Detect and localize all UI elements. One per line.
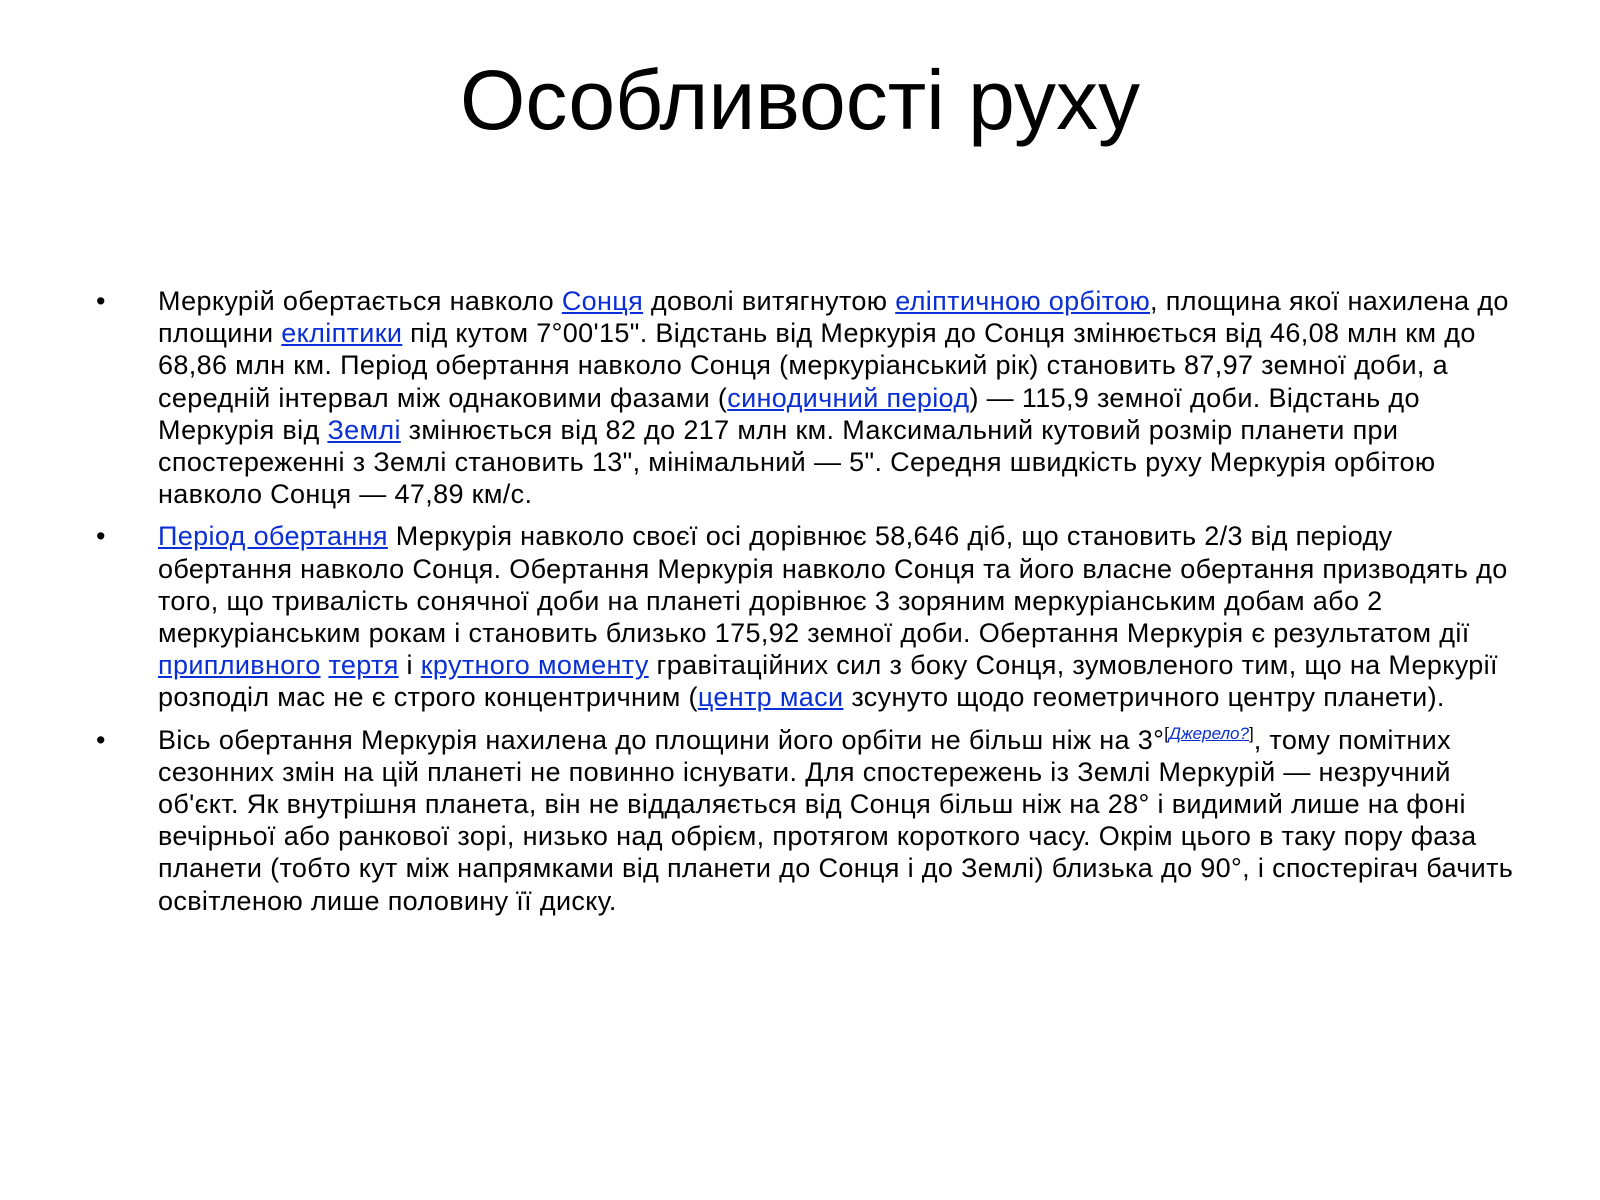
text-segment: , тому помітних сезонних змін на цій планеті не повинно існувати. Для спостережень із Землі Меркурій — незручний об'єкт. Як внутрішня планета, він не віддаляється від Сонця більш ніж на 28° і видимий лише на фоні вечірньої або ранкової зорі, низько над обрієм, протягом короткого часу. Окрім цього в таку пору фаза планети (тобто кут між напрямками від планети до Сонця і до Землі) близька до 90°, і спостерігач бачить освітленою лише половину її диску. [158, 724, 1514, 916]
link-elliptic-orbit[interactable]: еліптичною орбітою [895, 286, 1151, 316]
link-earth[interactable]: Землі [327, 414, 401, 445]
citation-needed: [Джерело?] [1164, 723, 1254, 743]
link-sun[interactable]: Сонця [561, 286, 644, 316]
link-synodic-period[interactable]: синодичний період [727, 382, 970, 413]
link-rotation-period[interactable]: Період обертання [158, 521, 388, 552]
bullet-item-axis [96, 724, 1516, 917]
text-segment: змінюється від 82 до 217 млн км. Максимальний кутовий розмір планети при спостереженні з Землі становить 13", мінімальний — 5". Середня швидкість руху Меркурія орбітою навколо Сонця — 47,89 км/с. [158, 414, 1436, 510]
bullet-item-orbit [96, 285, 1516, 510]
slide-title: Особливості руху [460, 53, 1140, 147]
link-tidal[interactable]: припливного [158, 650, 321, 681]
bullet-marker: • [96, 724, 106, 755]
text-segment: Меркурій обертається навколо [158, 286, 562, 316]
bullet-text [158, 725, 1513, 916]
bullet-list [96, 285, 1516, 927]
text-segment: зсунуто щодо геометричного центру планети). [843, 682, 1445, 713]
text-segment: гравітаційних сил з боку Сонця, зумовленого тим, що на Меркурії розподіл мас не є строго концентричним ( [158, 650, 1498, 713]
text-segment: під кутом 7°00'15". Відстань від Меркурія до Сонця змінюється від 46,08 млн км до 68,86 млн км. Період обертання навколо Сонця (меркуріанський рік) становить 87,97 земної доби, а середній інтервал між однаковими фазами ( [158, 318, 1476, 413]
link-ecliptic[interactable]: екліптики [281, 318, 403, 349]
text-segment: і [398, 650, 421, 681]
bullet-marker: • [96, 521, 106, 552]
bullet-marker: • [96, 286, 106, 316]
text-segment: ) — 115,9 земної доби. Відстань до Меркурія від [158, 382, 1420, 445]
text-segment: Вісь обертання Меркурія нахилена до площини його орбіти не більш ніж на 3° [158, 724, 1165, 755]
text-segment: Меркурія навколо своєї осі дорівнює 58,646 діб, що становить 2/3 від періоду обертання навколо Сонця. Обертання Меркурія навколо Сонця та його власне обертання призводять до того, що тривалість сонячної доби на планеті дорівнює 3 зоряним меркуріанським добам або 2 меркуріанським рокам і становить близько 175,92 земної доби. Обертання Меркурія є результатом дії [158, 521, 1508, 649]
link-torque[interactable]: крутного моменту [420, 650, 649, 681]
bullet-item-rotation [96, 520, 1516, 713]
link-friction[interactable]: тертя [328, 650, 399, 681]
bullet-text [158, 286, 1509, 509]
text-segment: , площина якої нахилена до площини [158, 286, 1509, 349]
text-segment: доволі витягнутою [643, 286, 896, 316]
link-source-needed[interactable]: Джерело? [1169, 723, 1249, 743]
bullet-text [158, 521, 1508, 712]
link-center-of-mass[interactable]: центр маси [697, 682, 844, 713]
